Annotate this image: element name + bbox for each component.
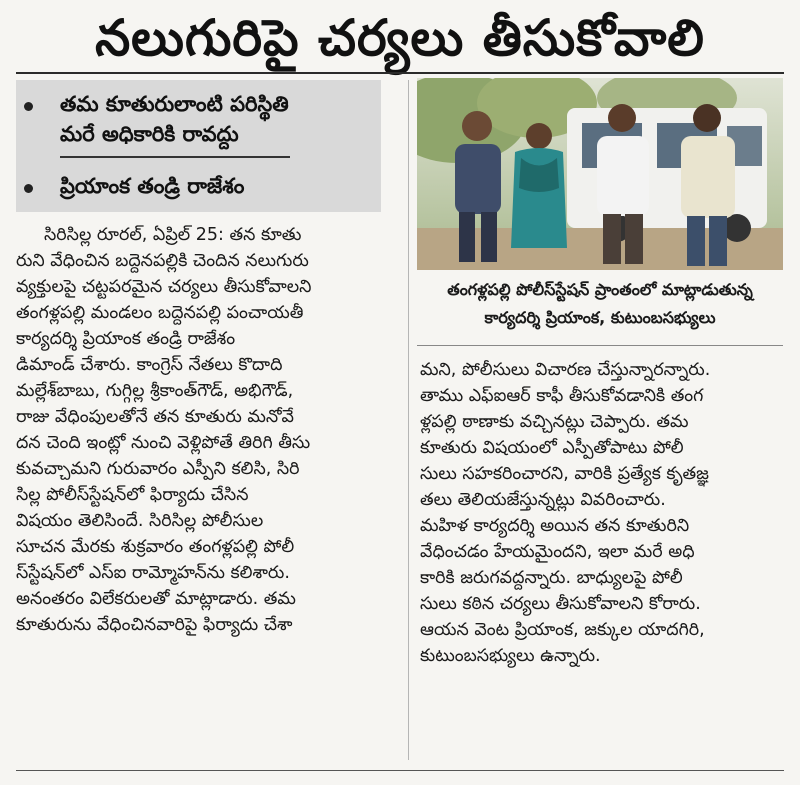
- deck-line: మరే అధికారికి రావద్దు: [60, 122, 239, 146]
- paragraph-line: మని, పోలీసులు విచారణ చేస్తున్నారన్నారు.: [420, 360, 711, 380]
- paragraph-line: విషయం తెలిసిందే. సిరిసిల్ల పోలీసుల: [16, 511, 264, 531]
- paragraph-line: వేధించడం హేయమైందని, ఇలా మరే అధి: [420, 542, 695, 562]
- paragraph-line: అనంతరం విలేకరులతో మాట్లాడారు. తమ: [16, 589, 296, 609]
- paragraph-line: మల్లేశ్‌బాబు, గుగ్గిల్ల శ్రీకాంత్‌గౌడ్‌, అభిగౌడ్‌,: [16, 381, 294, 401]
- paragraph-line: సిల్ల పోలీస్‌స్టేషన్‌లో ఫిర్యాదు చేసిన: [16, 485, 249, 505]
- column-divider: [408, 80, 409, 760]
- paragraph-line: డిమాండ్‌ చేశారు. కాంగ్రెస్‌ నేతలు కొదాది: [16, 355, 283, 375]
- paragraph-line: మహిళ కార్యదర్శి అయిన తన కూతురిని: [420, 516, 690, 536]
- paragraph-line: ళ్లపల్లి ఠాణాకు వచ్చినట్లు చెప్పారు. తమ: [420, 412, 689, 432]
- news-photo: [417, 78, 783, 270]
- paragraph-line: వ్యక్తులపై చట్టపరమైన చర్యలు తీసుకోవాలని: [16, 277, 312, 297]
- article-left-column: [16, 222, 402, 638]
- headline-rule: [16, 72, 784, 74]
- paragraph-line: తలు తెలియజేస్తున్నట్లు వివరించారు.: [420, 490, 666, 510]
- photo-caption: [417, 276, 783, 332]
- deck-box: [16, 80, 381, 212]
- paragraph-line: కూతురును వేధించినవారిపై ఫిర్యాదు చేశా: [16, 615, 293, 635]
- caption-line: తంగళ్లపల్లి పోలీస్‌స్టేషన్‌ ప్రాంతంలో మాట్లాడుతున్న: [447, 280, 753, 299]
- paragraph-line: కూతురు విషయంలో ఎస్పీతోపాటు పోలీ: [420, 438, 684, 458]
- deck-underline: [60, 156, 290, 158]
- paragraph-line: స్‌స్టేషన్‌లో ఎస్‌ఐ రామ్మోహన్‌ను కలిశారు.: [16, 563, 290, 583]
- paragraph-line: కారికి జరుగవద్దన్నారు. బాధ్యులపై పోలీ: [420, 568, 683, 588]
- deck-line: తమ కూతురులాంటి పరిస్థితి: [60, 92, 289, 116]
- paragraph-line: సులు కఠిన చర్యలు తీసుకోవాలని కోరారు.: [420, 594, 701, 614]
- paragraph-line: సూచన మేరకు శుక్రవారం తంగళ్లపల్లి పోలీ: [16, 537, 295, 557]
- paragraph-line: దన చెంది ఇంట్లో నుంచి వెళ్లిపోతే తిరిగి తీసు: [16, 433, 311, 453]
- headline: నలుగురిపై చర్యలు తీసుకోవాలి: [95, 9, 705, 67]
- caption-line: కార్యదర్శి ప్రియాంక, కుటుంబసభ్యులు: [484, 308, 716, 327]
- paragraph-line: కుటుంబసభ్యులు ఉన్నారు.: [420, 646, 601, 666]
- bullet-dot-icon: [24, 102, 33, 111]
- paragraph-line: సులు సహకరించారని, వారికి ప్రత్యేక కృతజ్ఞ: [420, 464, 709, 484]
- paragraph-line: కార్యదర్శి ప్రియాంక తండ్రి రాజేశం: [16, 329, 236, 349]
- article-right-column: [420, 357, 790, 669]
- paragraph-line: తాము ఎఫ్‌ఐఆర్‌ కాఫీ తీసుకోవడానికి తంగ: [420, 386, 704, 406]
- paragraph-line: సిరిసిల్ల రూరల్‌, ఏప్రిల్‌ 25: తన కూతు: [44, 225, 302, 245]
- caption-rule: [417, 345, 783, 346]
- paragraph-line: కువచ్చామని గురువారం ఎస్పీని కలిసి, సిరి: [16, 459, 300, 479]
- paragraph-line: రుని వేధించిన బద్దెనపల్లికి చెందిన నలుగురు: [16, 251, 309, 271]
- paragraph-line: ఆయన వెంట ప్రియాంక, జక్కుల యాదగిరి,: [420, 620, 705, 640]
- people-photo-illustration: [417, 78, 783, 270]
- bottom-rule: [16, 770, 784, 771]
- paragraph-line: తంగళ్లపల్లి మండలం బద్దెనపల్లి పంచాయతీ: [16, 303, 304, 323]
- paragraph-line: రాజు వేధింపులతోనే తన కూతురు మనోవే: [16, 407, 294, 427]
- deck-line: ప్రియాంక తండ్రి రాజేశం: [60, 174, 245, 198]
- bullet-dot-icon: [24, 184, 33, 193]
